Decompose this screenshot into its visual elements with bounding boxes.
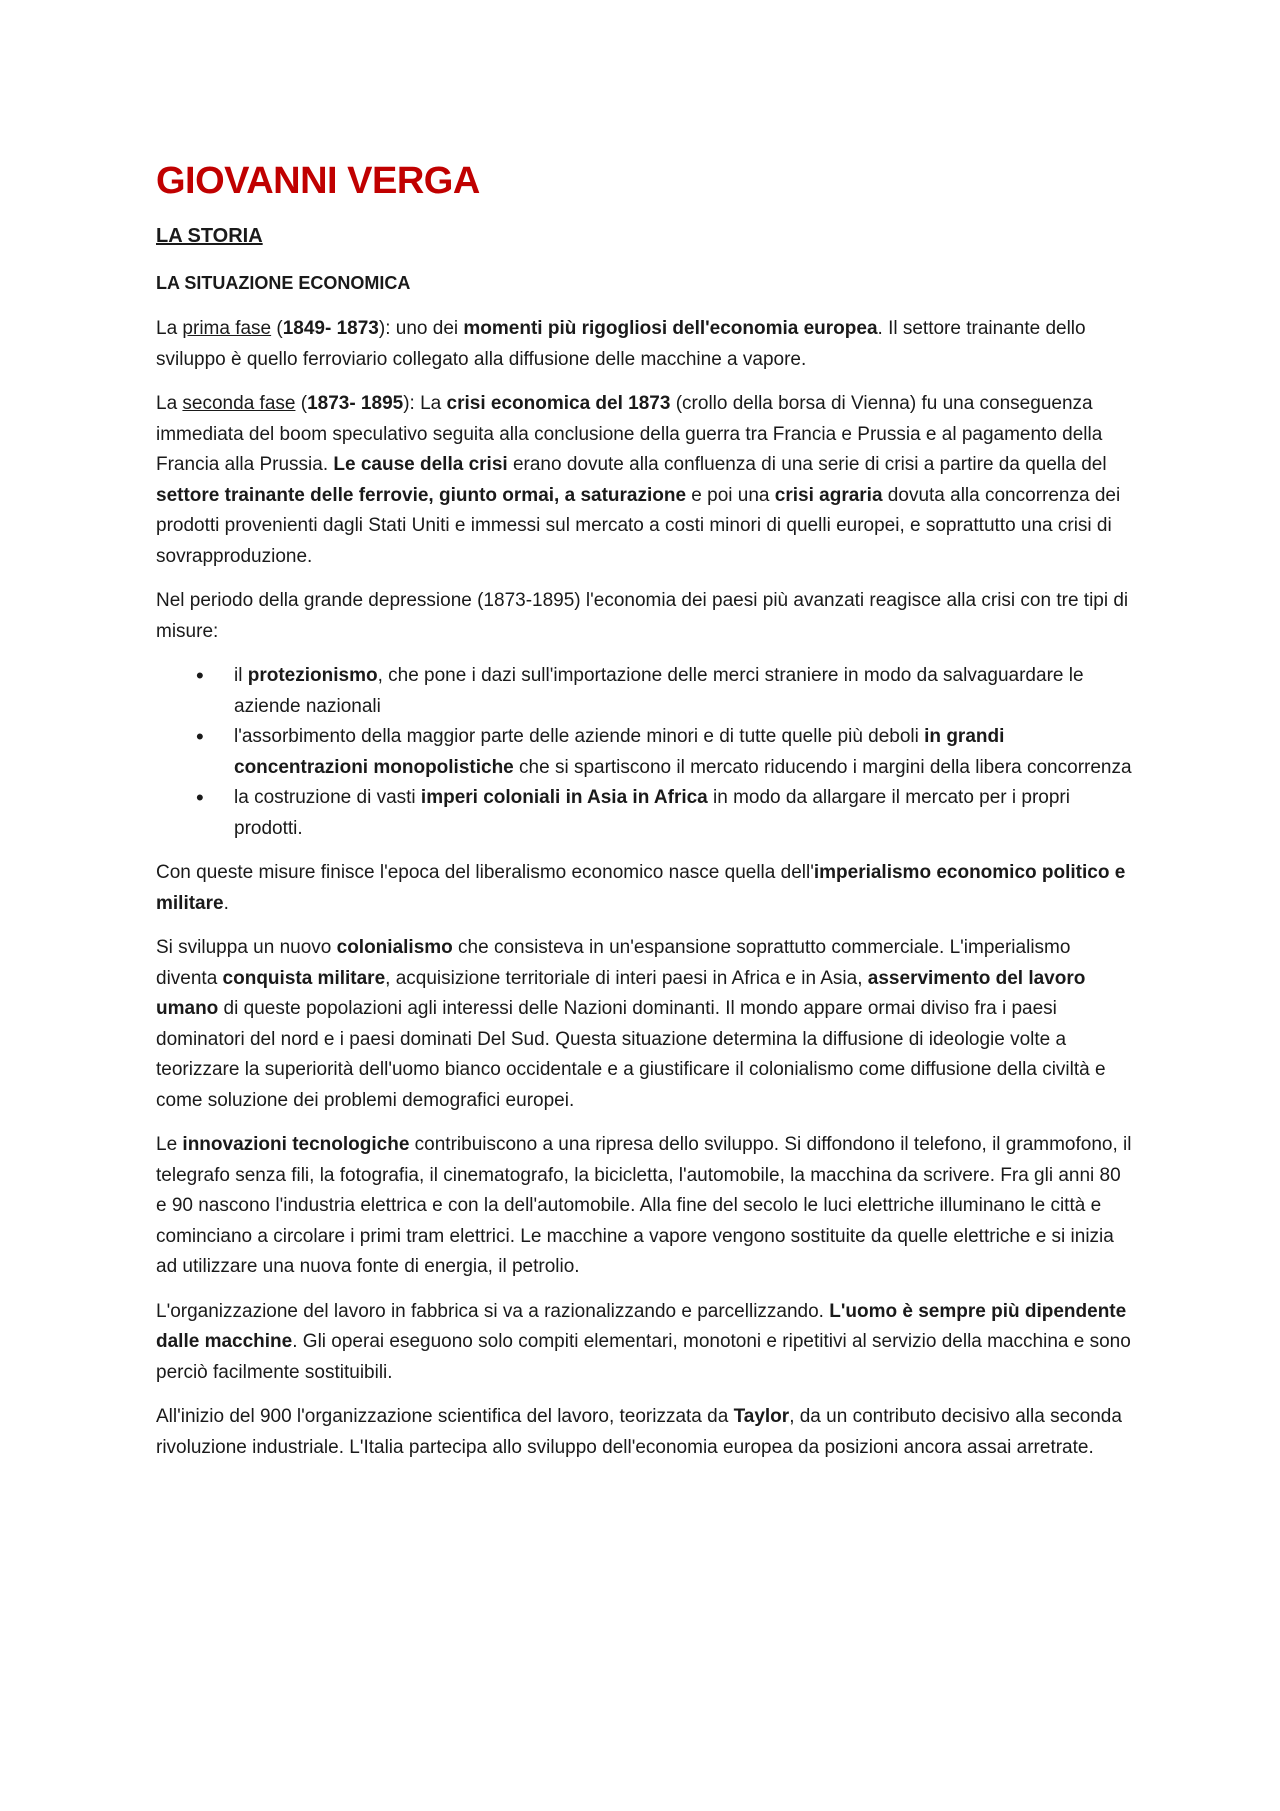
paragraph-taylor: All'inizio del 900 l'organizzazione scientifica del lavoro, teorizzata da Taylor, da un contributo decisivo alla seconda rivoluzione industriale. L'Italia partecipa allo sviluppo dell'economia europea da posizioni ancora assai arretrate. xyxy=(156,1406,1122,1458)
paragraph-imperialismo: Con queste misure finisce l'epoca del liberalismo economico nasce quella dell'imperialismo economico politico e militare. xyxy=(156,862,1126,914)
list-item: • il protezionismo, che pone i dazi sull'importazione delle merci straniere in modo da salvaguardare le aziende nazionali xyxy=(156,661,1136,722)
paragraph-organizzazione-lavoro: L'organizzazione del lavoro in fabbrica si va a razionalizzando e parcellizzando. L'uomo è sempre più dipendente dalle macchine. Gli operai eseguono solo compiti elementari, monotoni e ripetitivi al servizio della macchina e sono perciò facilmente sostituibili. xyxy=(156,1300,1131,1383)
paragraph-innovazioni: Le innovazioni tecnologiche contribuiscono a una ripresa dello sviluppo. Si diffondono il telefono, il grammofono, il telegrafo senza fili, la fotografia, il cinematografo, la bicicletta, l'automobile, la macchina da scrivere. Fra gli anni 80 e 90 nascono l'industria elettrica e con la dell'automobile. Alla fine del secolo le luci elettriche illuminano le città e cominciano a circolare i primi tram elettrici. Le macchine a vapore vengono sostituite da quelle elettriche e si inizia ad utilizzare una nuova fonte di energia, il petrolio. xyxy=(156,1134,1132,1277)
underlined-term: prima fase xyxy=(182,318,272,339)
document-body xyxy=(156,158,1136,1477)
list-item: • la costruzione di vasti imperi coloniali in Asia in Africa in modo da allargare il mercato per i propri prodotti. xyxy=(156,783,1136,844)
paragraph-prima-fase: La prima fase (1849- 1873): uno dei momenti più rigogliosi dell'economia europea. Il settore trainante dello sviluppo è quello ferroviario collegato alla diffusione delle macchine a vapore. xyxy=(156,318,1086,370)
list-item: • l'assorbimento della maggior parte delle aziende minori e di tutte quelle più deboli in grandi concentrazioni monopolistiche che si spartiscono il mercato riducendo i margini della libera concorrenza xyxy=(156,722,1136,783)
underlined-term: seconda fase xyxy=(182,393,296,414)
subsection-heading: LA SITUAZIONE ECONOMICA xyxy=(156,273,411,293)
paragraph-grande-depressione: Nel periodo della grande depressione (1873-1895) l'economia dei paesi più avanzati reagisce alla crisi con tre tipi di misure: xyxy=(156,590,1129,642)
section-heading: LA STORIA xyxy=(156,225,263,247)
measures-list xyxy=(156,661,1136,844)
page-title: GIOVANNI VERGA xyxy=(156,160,480,202)
paragraph-colonialismo: Si sviluppa un nuovo colonialismo che consisteva in un'espansione soprattutto commerciale. L'imperialismo diventa conquista militare, acquisizione territoriale di interi paesi in Africa e in Asia, asservimento del lavoro umano di queste popolazioni agli interessi delle Nazioni dominanti. Il mondo appare ormai diviso fra i paesi dominatori del nord e i paesi dominati Del Sud. Questa situazione determina la diffusione di ideologie volte a teorizzare la superiorità dell'uomo bianco occidentale e a giustificare il colonialismo come diffusione della civiltà e come soluzione dei problemi demografici europei. xyxy=(156,937,1106,1111)
paragraph-seconda-fase: La seconda fase (1873- 1895): La crisi economica del 1873 (crollo della borsa di Vienna) fu una conseguenza immediata del boom speculativo seguita alla conclusione della guerra tra Francia e Prussia e al pagamento della Francia alla Prussia. Le cause della crisi erano dovute alla confluenza di una serie di crisi a partire da quella del settore trainante delle ferrovie, giunto ormai, a saturazione e poi una crisi agraria dovuta alla concorrenza dei prodotti provenienti dagli Stati Uniti e immessi sul mercato a costi minori di quelli europei, e soprattutto una crisi di sovrapproduzione. xyxy=(156,393,1121,567)
